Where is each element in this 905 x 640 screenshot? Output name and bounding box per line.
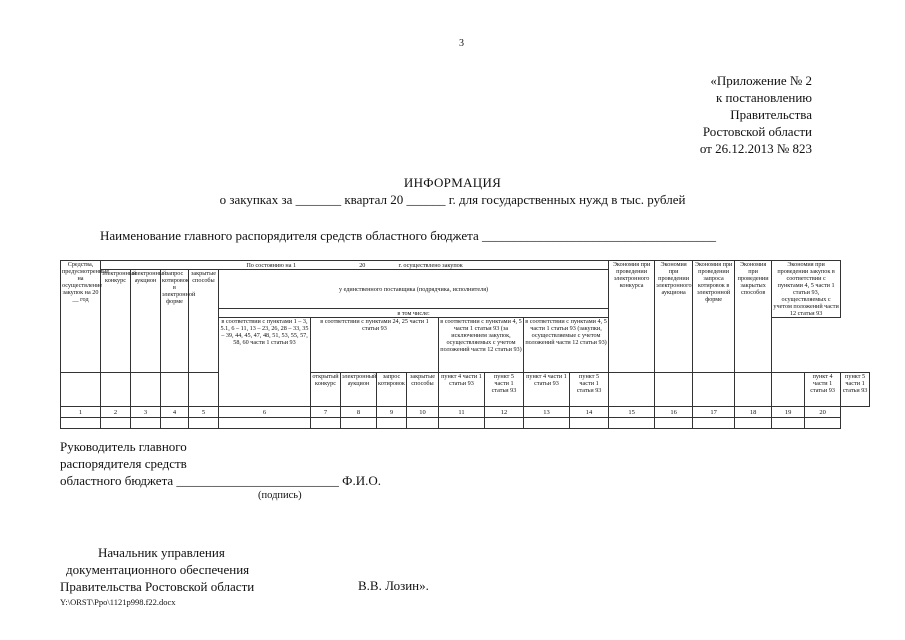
column-number: 20: [805, 407, 841, 418]
header-cell: закрытые способы: [189, 270, 219, 373]
header-cell: в соответствии с пунктами 4, 5 части 1 статьи 93 (за исключением закупок, осуществляемых с учетом положений части 12 статьи 93): [439, 318, 524, 373]
status-mid: 20: [359, 261, 366, 269]
column-number: 15: [609, 407, 655, 418]
data-cell: [219, 418, 311, 429]
header-cell: Экономия при проведении запроса котировок в электронной форме: [693, 261, 735, 373]
data-cell: [131, 418, 161, 429]
data-cell: [407, 418, 439, 429]
empty-cell: [772, 373, 805, 407]
header-cell: Экономия при проведении электронного конкурса: [609, 261, 655, 373]
header-cell: в том числе:: [219, 309, 609, 318]
document-subtitle: о закупках за _______ квартал 20 ______ г. для государственных нужд в тыс. рублей: [219, 192, 686, 207]
column-number: 9: [377, 407, 407, 418]
header-cell: в соответствии с пунктами 24, 25 части 1 статьи 93: [311, 318, 439, 373]
data-cell: [377, 418, 407, 429]
appendix-line: Правительства: [730, 107, 812, 122]
data-cell: [655, 418, 693, 429]
data-cell: [609, 418, 655, 429]
header-cell: Экономия при проведении закупок в соответствии с пунктами 4, 5 части 1 статьи 93, осуществляемых с учетом положений части 12 статьи 93: [773, 261, 839, 317]
data-cell: [439, 418, 485, 429]
data-cell: [61, 418, 101, 429]
empty-cell: [189, 373, 219, 407]
header-cell: пункт 5 части 1 статьи 93: [841, 373, 870, 407]
empty-cell: [101, 373, 131, 407]
department-block: [60, 544, 254, 595]
column-number: 8: [341, 407, 377, 418]
header-cell: у единственного поставщика (подрядчика, исполнителя): [219, 270, 609, 309]
data-cell: [735, 418, 772, 429]
data-cell: [101, 418, 131, 429]
header-cell: пункт 5 части 1 статьи 93: [485, 373, 524, 407]
header-cell: пункт 4 части 1 статьи 93: [805, 373, 841, 407]
document-title: ИНФОРМАЦИЯ: [403, 175, 502, 190]
empty-cell: [735, 373, 772, 407]
appendix-line: к постановлению: [715, 90, 812, 105]
header-cell: электронный аукцион: [131, 270, 161, 373]
header-cell: запрос котировок в электронной форме: [161, 270, 189, 373]
column-number: 10: [407, 407, 439, 418]
data-cell: [693, 418, 735, 429]
column-number: 11: [439, 407, 485, 418]
header-cell: открытый конкурс: [311, 373, 341, 407]
header-cell: пункт 5 части 1 статьи 93: [570, 373, 609, 407]
signature-line: Руководитель главного: [60, 439, 187, 454]
empty-cell: [61, 373, 101, 407]
data-cell: [772, 418, 805, 429]
department-line: Правительства Ростовской области: [60, 579, 255, 594]
header-cell: электронный конкурс: [101, 270, 131, 373]
header-cell: электронный аукцион: [341, 373, 377, 407]
appendix-line: Ростовской области: [702, 124, 812, 139]
department-line: документационного обеспечения: [66, 562, 250, 577]
column-number: 5: [189, 407, 219, 418]
appendix-line: «Приложение № 2: [710, 73, 812, 88]
empty-cell: [161, 373, 189, 407]
column-number: 13: [524, 407, 570, 418]
column-number: 12: [485, 407, 524, 418]
column-number: 19: [772, 407, 805, 418]
data-cell: [524, 418, 570, 429]
column-number: 16: [655, 407, 693, 418]
column-number: 7: [311, 407, 341, 418]
header-cell: в соответствии с пунктами 1 – 3, 5.1, 6 – 11, 13 – 23, 26, 28 – 33, 35 – 39, 44, 45, 47, 48, 51, 53, 55, 57, 58, 60 части 1 статьи 93: [219, 318, 311, 407]
header-cell: пункт 4 части 1 статьи 93: [524, 373, 570, 407]
empty-cell: [609, 373, 655, 407]
file-path: Y:\ORST\Ppo\1121p998.f22.docx: [60, 597, 176, 607]
header-cell: в соответствии с пунктами 4, 5 части 1 статьи 93 (закупки, осуществляемые с учетом положений части 12 статьи 93): [524, 318, 609, 373]
column-number: 6: [219, 407, 311, 418]
header-cell: закрытые способы: [407, 373, 439, 407]
procurement-table: [60, 260, 870, 429]
column-number: 3: [131, 407, 161, 418]
header-cell: пункт 4 части 1 статьи 93: [439, 373, 485, 407]
header-cell: Экономия при проведении электронного аукциона: [655, 261, 693, 373]
data-cell: [485, 418, 524, 429]
head-signature-block: [60, 438, 381, 489]
status-suffix: г. осуществлено закупок: [398, 261, 463, 269]
column-number: 1: [61, 407, 101, 418]
column-number: 18: [735, 407, 772, 418]
column-number: 2: [101, 407, 131, 418]
page-number: 3: [459, 38, 464, 49]
empty-cell: [655, 373, 693, 407]
signature-line: областного бюджета _________________________ Ф.И.О.: [60, 473, 381, 488]
data-cell: [570, 418, 609, 429]
status-prefix: По состоянию на 1: [246, 261, 297, 269]
column-number: 4: [161, 407, 189, 418]
header-cell: Экономия при проведении закрытых способов: [735, 261, 772, 373]
signature-line: распорядителя средств: [60, 456, 187, 471]
appendix-block: [700, 72, 812, 157]
data-cell: [189, 418, 219, 429]
recipient-line: Наименование главного распорядителя средств областного бюджета ____________________________________: [100, 228, 716, 243]
appendix-line: от 26.12.2013 № 823: [699, 141, 812, 156]
header-cell: запрос котировок: [377, 373, 407, 407]
data-cell: [805, 418, 841, 429]
empty-cell: [131, 373, 161, 407]
empty-cell: [693, 373, 735, 407]
data-cell: [341, 418, 377, 429]
column-number: 17: [693, 407, 735, 418]
data-cell: [161, 418, 189, 429]
header-cell: Средства, предусмотренные на осуществление закупок на 20 __ год: [61, 261, 101, 373]
data-cell: [311, 418, 341, 429]
signer-name: В.В. Лозин».: [358, 578, 429, 593]
department-line: Начальник управления: [98, 545, 225, 560]
signature-caption: (подпись): [258, 490, 302, 501]
column-number: 14: [570, 407, 609, 418]
header-cell: [101, 261, 609, 270]
